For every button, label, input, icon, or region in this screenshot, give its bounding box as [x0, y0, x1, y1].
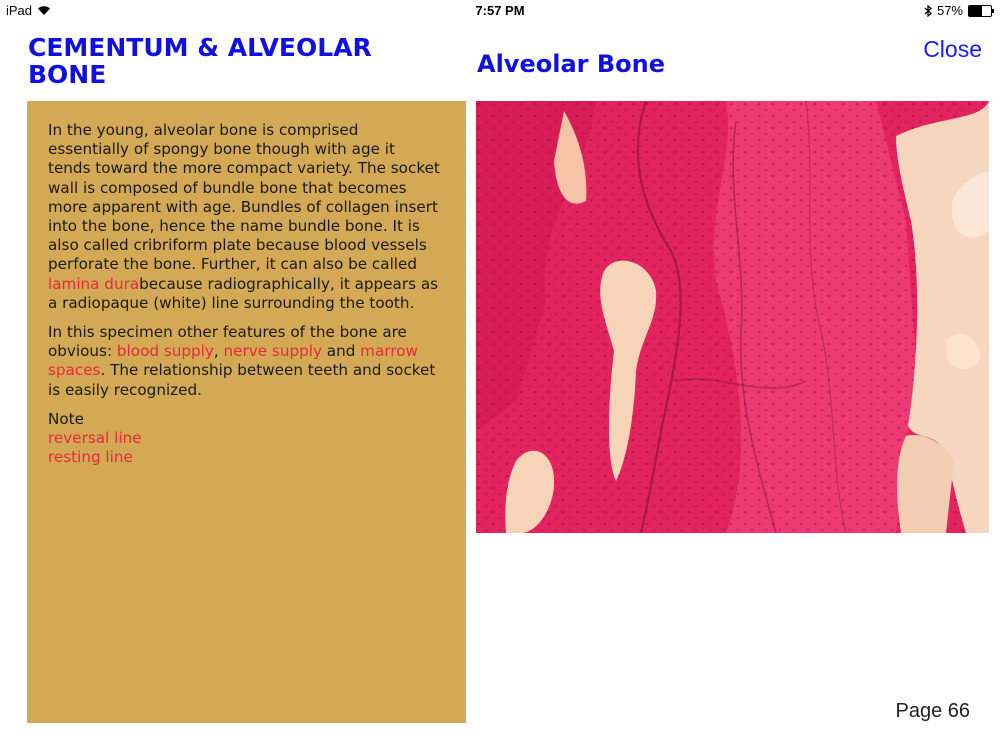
micrograph-drawing [476, 101, 989, 533]
page-number: Page 66 [895, 700, 970, 722]
battery-level [969, 6, 982, 16]
link-lamina-dura[interactable]: lamina dura [48, 274, 140, 293]
battery-icon [968, 5, 992, 17]
link-resting-line[interactable]: resting line [48, 448, 133, 467]
image-title: Alveolar Bone [477, 50, 665, 78]
close-button[interactable]: Close [923, 36, 982, 62]
status-time: 7:57 PM [475, 3, 525, 18]
note-label: Note [48, 409, 84, 428]
text-run: . The relationship between teeth and socket is easily recognized. [48, 361, 436, 399]
text-run: and [321, 342, 361, 361]
link-blood-supply[interactable]: blood supply [116, 342, 214, 361]
chapter-title: CEMENTUM & ALVEOLAR BONE [28, 33, 372, 89]
link-marrow-spaces[interactable]: marrow spaces [48, 342, 418, 380]
description-panel [27, 101, 466, 723]
device-label: iPad [6, 3, 33, 18]
status-right [924, 3, 992, 18]
status-bar [0, 0, 1000, 22]
micrograph-image [476, 101, 989, 533]
link-reversal-line[interactable]: reversal line [48, 429, 142, 448]
bluetooth-icon [924, 5, 932, 17]
text-run: because radiographically, it appears as a radiopaque (white) line surrounding the tooth. [48, 274, 439, 312]
text-run: In the young, alveolar bone is comprised essentially of spongy bone though with age it tends toward the more compact variety. The socket wall is composed of bundle bone that becomes more apparent with age. Bundles of collagen insert into the bone, hence the name bundle bone. It is also called cribriform plate because blood vessels perforate the bone. Further, it can also be called [48, 121, 440, 274]
link-nerve-supply[interactable]: nerve supply [223, 342, 322, 361]
text-run: In this specimen other features of the bone are obvious: [48, 323, 407, 361]
paragraph-1 [48, 121, 442, 313]
battery-percent: 57% [936, 3, 963, 18]
paragraph-2 [48, 323, 442, 400]
text-run: , [213, 342, 224, 361]
